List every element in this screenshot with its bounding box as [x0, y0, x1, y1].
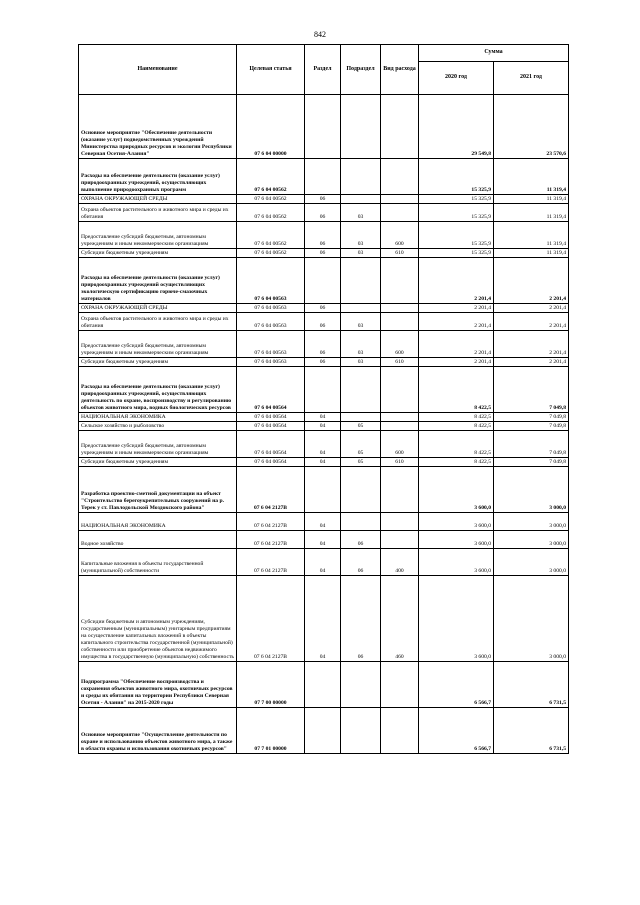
row-name: Субсидии бюджетным и автономным учреждениям, государственным (муниципальным) унитарным предприятиям на осуществление капитальных вложений в объекты капитального строительства государственной (муниципальной) собственности или приобретение объектов недвижимого имущества в государственную (муниципальную) собственность	[79, 576, 237, 662]
row-section: 06	[305, 304, 341, 313]
row-name: НАЦИОНАЛЬНАЯ ЭКОНОМИКА	[79, 513, 237, 531]
row-target-article: 07 7 00 00000	[237, 662, 305, 708]
row-expense-type: 610	[381, 249, 419, 258]
row-sum-2020: 8 422,5	[419, 367, 494, 413]
header-expense-type: Вид расхода	[381, 45, 419, 95]
row-sum-2020: 6 566,7	[419, 708, 494, 754]
row-sum-2021: 11 319,4	[494, 159, 569, 195]
row-sum-2020: 8 422,5	[419, 458, 494, 467]
row-sum-2021: 7 049,8	[494, 367, 569, 413]
row-subsection: 05	[341, 431, 381, 458]
table-row	[79, 195, 569, 204]
row-name: Расходы на обеспечение деятельности (оказание услуг) природоохранных учреждений осуществляющих экологическую сертификацию горюче-смазочных материалов	[79, 258, 237, 304]
row-subsection: 05	[341, 458, 381, 467]
row-name: Охрана объектов растительного и животного мира и среды их обитания	[79, 313, 237, 331]
row-section: 04	[305, 549, 341, 576]
row-expense-type	[381, 513, 419, 531]
row-target-article: 07 6 04 00564	[237, 367, 305, 413]
table-row	[79, 249, 569, 258]
row-subsection: 06	[341, 549, 381, 576]
table-row	[79, 458, 569, 467]
row-sum-2020: 2 201,4	[419, 258, 494, 304]
row-sum-2020: 2 201,4	[419, 331, 494, 358]
row-target-article: 07 6 04 2127В	[237, 531, 305, 549]
table-row	[79, 222, 569, 249]
row-sum-2021: 3 000,0	[494, 513, 569, 531]
table-row	[79, 204, 569, 222]
row-expense-type	[381, 195, 419, 204]
row-subsection	[341, 513, 381, 531]
row-target-article: 07 6 04 00562	[237, 159, 305, 195]
row-target-article: 07 6 04 00562	[237, 195, 305, 204]
row-sum-2021: 7 049,8	[494, 431, 569, 458]
row-expense-type	[381, 204, 419, 222]
table-row	[79, 431, 569, 458]
row-name: Расходы на обеспечение деятельности (оказание услуг) природоохранных учреждений, осуществляющих деятельность по охране, воспроизводству и регулированию объектов животного мира, водных биологических ресурсов	[79, 367, 237, 413]
table-row	[79, 467, 569, 513]
row-sum-2021: 2 201,4	[494, 304, 569, 313]
row-section: 04	[305, 531, 341, 549]
row-expense-type	[381, 467, 419, 513]
row-section: 04	[305, 513, 341, 531]
table-row	[79, 513, 569, 531]
row-expense-type	[381, 708, 419, 754]
row-subsection: 05	[341, 422, 381, 431]
row-section: 04	[305, 458, 341, 467]
table-row	[79, 576, 569, 662]
row-expense-type	[381, 662, 419, 708]
row-expense-type	[381, 413, 419, 422]
row-section: 06	[305, 331, 341, 358]
row-target-article: 07 6 04 00564	[237, 422, 305, 431]
row-sum-2020: 3 600,0	[419, 531, 494, 549]
row-name: ОХРАНА ОКРУЖАЮЩЕЙ СРЕДЫ	[79, 304, 237, 313]
row-target-article: 07 7 01 00000	[237, 708, 305, 754]
row-subsection: 03	[341, 249, 381, 258]
row-sum-2021: 7 049,8	[494, 422, 569, 431]
row-name: Основное мероприятие "Осуществление деятельности по охране и использованию объектов животного мира, а также в области охраны и использования охотничьих ресурсов"	[79, 708, 237, 754]
row-subsection	[341, 258, 381, 304]
row-target-article: 07 6 04 00562	[237, 204, 305, 222]
row-sum-2020: 15 325,9	[419, 204, 494, 222]
row-sum-2021: 6 731,5	[494, 662, 569, 708]
row-expense-type: 600	[381, 431, 419, 458]
row-sum-2020: 8 422,5	[419, 422, 494, 431]
row-target-article: 07 6 04 00564	[237, 413, 305, 422]
row-target-article: 07 6 04 00563	[237, 358, 305, 367]
table-row	[79, 313, 569, 331]
row-expense-type	[381, 95, 419, 159]
row-section: 06	[305, 358, 341, 367]
row-sum-2020: 15 325,9	[419, 222, 494, 249]
row-sum-2021: 2 201,4	[494, 258, 569, 304]
row-target-article: 07 6 04 00564	[237, 458, 305, 467]
row-sum-2021: 2 201,4	[494, 331, 569, 358]
row-sum-2021: 7 049,8	[494, 413, 569, 422]
row-sum-2021: 11 319,4	[494, 222, 569, 249]
row-target-article: 07 6 04 00563	[237, 304, 305, 313]
row-subsection: 03	[341, 331, 381, 358]
row-section: 04	[305, 431, 341, 458]
row-sum-2020: 15 325,9	[419, 195, 494, 204]
header-section: Раздел	[305, 45, 341, 95]
row-subsection: 03	[341, 313, 381, 331]
row-subsection	[341, 413, 381, 422]
row-name: ОХРАНА ОКРУЖАЮЩЕЙ СРЕДЫ	[79, 195, 237, 204]
header-year-2020: 2020 год	[419, 62, 494, 95]
row-section: 04	[305, 422, 341, 431]
table-body	[79, 95, 569, 754]
row-sum-2021: 23 570,6	[494, 95, 569, 159]
row-sum-2020: 3 600,0	[419, 549, 494, 576]
row-name: Расходы на обеспечение деятельности (оказание услуг) природоохранных учреждений, осуществляющих выполнение природоохранных программ	[79, 159, 237, 195]
row-name: Подпрограмма "Обеспечение воспроизводства и сохранения объектов животного мира, охотничьих ресурсов и среды их обитания на территории Республики Северная Осетия - Алания" на 2015-2020 годы	[79, 662, 237, 708]
row-sum-2020: 8 422,5	[419, 413, 494, 422]
row-expense-type: 400	[381, 549, 419, 576]
row-section	[305, 662, 341, 708]
row-expense-type: 610	[381, 358, 419, 367]
row-sum-2021: 3 000,0	[494, 549, 569, 576]
row-target-article: 07 6 04 00563	[237, 331, 305, 358]
row-sum-2020: 2 201,4	[419, 304, 494, 313]
row-expense-type	[381, 531, 419, 549]
table-row	[79, 549, 569, 576]
row-subsection	[341, 304, 381, 313]
row-sum-2021: 2 201,4	[494, 358, 569, 367]
table-row	[79, 258, 569, 304]
row-name: Сельское хозяйство и рыболовство	[79, 422, 237, 431]
row-sum-2020: 3 600,0	[419, 576, 494, 662]
row-name: Разработка проектно-сметной документации на объект "Строительство берегоукрепительных сооружений на р. Терек у ст. Павлодольской Моздокского района"	[79, 467, 237, 513]
table-row	[79, 531, 569, 549]
row-target-article: 07 6 04 00562	[237, 222, 305, 249]
header-target-article: Целевая статья	[237, 45, 305, 95]
table-row	[79, 331, 569, 358]
row-subsection: 06	[341, 576, 381, 662]
row-sum-2021: 2 201,4	[494, 313, 569, 331]
row-sum-2020: 15 325,9	[419, 159, 494, 195]
row-sum-2020: 3 600,0	[419, 467, 494, 513]
row-name: Субсидии бюджетным учреждениям	[79, 358, 237, 367]
row-name: Основное мероприятие "Обеспечение деятельности (оказание услуг) подведомственных учреждений Министерства природных ресурсов и экологии Республики Северная Осетия-Алания"	[79, 95, 237, 159]
row-expense-type: 610	[381, 458, 419, 467]
row-sum-2021: 3 000,0	[494, 531, 569, 549]
row-target-article: 07 6 04 00562	[237, 249, 305, 258]
row-target-article: 07 6 04 00000	[237, 95, 305, 159]
row-target-article: 07 6 04 2127В	[237, 467, 305, 513]
row-subsection: 03	[341, 222, 381, 249]
row-sum-2020: 2 201,4	[419, 313, 494, 331]
row-target-article: 07 6 04 2127В	[237, 549, 305, 576]
row-subsection: 06	[341, 531, 381, 549]
table-row	[79, 662, 569, 708]
row-sum-2020: 29 549,8	[419, 95, 494, 159]
row-subsection	[341, 367, 381, 413]
row-section: 04	[305, 413, 341, 422]
row-section: 06	[305, 249, 341, 258]
row-sum-2021: 11 319,4	[494, 204, 569, 222]
row-sum-2020: 2 201,4	[419, 358, 494, 367]
table-row	[79, 159, 569, 195]
row-sum-2021: 6 731,5	[494, 708, 569, 754]
row-target-article: 07 6 04 2127В	[237, 513, 305, 531]
row-name: Субсидии бюджетным учреждениям	[79, 249, 237, 258]
page-number: 842	[314, 30, 326, 39]
row-target-article: 07 6 04 2127В	[237, 576, 305, 662]
row-name: Водное хозяйство	[79, 531, 237, 549]
row-expense-type: 460	[381, 576, 419, 662]
row-section	[305, 258, 341, 304]
row-sum-2021: 3 000,0	[494, 467, 569, 513]
row-name: НАЦИОНАЛЬНАЯ ЭКОНОМИКА	[79, 413, 237, 422]
table-header	[79, 45, 569, 95]
header-subsection: Подраздел	[341, 45, 381, 95]
row-sum-2021: 11 319,4	[494, 249, 569, 258]
row-subsection	[341, 662, 381, 708]
row-name: Предоставление субсидий бюджетным, автономным учреждениям и иным некоммерческим организациям	[79, 222, 237, 249]
table-row	[79, 95, 569, 159]
row-subsection	[341, 159, 381, 195]
row-expense-type: 600	[381, 331, 419, 358]
row-expense-type: 600	[381, 222, 419, 249]
row-section	[305, 708, 341, 754]
row-subsection	[341, 708, 381, 754]
row-section	[305, 467, 341, 513]
row-expense-type	[381, 159, 419, 195]
row-name: Охрана объектов растительного и животного мира и среды их обитания	[79, 204, 237, 222]
row-section: 06	[305, 195, 341, 204]
row-section: 06	[305, 222, 341, 249]
budget-table	[78, 44, 569, 754]
row-sum-2021: 7 049,8	[494, 458, 569, 467]
row-section	[305, 367, 341, 413]
row-section: 04	[305, 576, 341, 662]
row-subsection	[341, 95, 381, 159]
row-target-article: 07 6 04 00563	[237, 258, 305, 304]
row-sum-2021: 11 319,4	[494, 195, 569, 204]
table-row	[79, 358, 569, 367]
table-row	[79, 304, 569, 313]
row-target-article: 07 6 04 00563	[237, 313, 305, 331]
row-name: Капитальные вложения в объекты государственной (муниципальной) собственности	[79, 549, 237, 576]
header-year-2021: 2021 год	[494, 62, 569, 95]
row-expense-type	[381, 422, 419, 431]
row-target-article: 07 6 04 00564	[237, 431, 305, 458]
table-row	[79, 413, 569, 422]
row-section	[305, 159, 341, 195]
row-expense-type	[381, 313, 419, 331]
row-subsection	[341, 195, 381, 204]
row-subsection	[341, 467, 381, 513]
row-section: 06	[305, 313, 341, 331]
table-row	[79, 422, 569, 431]
row-expense-type	[381, 304, 419, 313]
row-expense-type	[381, 367, 419, 413]
row-name: Предоставление субсидий бюджетным, автономным учреждениям и иным некоммерческим организациям	[79, 331, 237, 358]
row-subsection: 03	[341, 204, 381, 222]
row-name: Предоставление субсидий бюджетным, автономным учреждениям и иным некоммерческим организациям	[79, 431, 237, 458]
row-subsection: 03	[341, 358, 381, 367]
table-row	[79, 367, 569, 413]
row-section	[305, 95, 341, 159]
row-sum-2021: 3 000,0	[494, 576, 569, 662]
row-name: Субсидии бюджетным учреждениям	[79, 458, 237, 467]
row-sum-2020: 15 325,9	[419, 249, 494, 258]
row-section: 06	[305, 204, 341, 222]
row-sum-2020: 8 422,5	[419, 431, 494, 458]
row-sum-2020: 3 600,0	[419, 513, 494, 531]
header-name: Наименование	[79, 45, 237, 95]
header-sum: Сумма	[419, 45, 569, 62]
table-row	[79, 708, 569, 754]
row-sum-2020: 6 566,7	[419, 662, 494, 708]
row-expense-type	[381, 258, 419, 304]
